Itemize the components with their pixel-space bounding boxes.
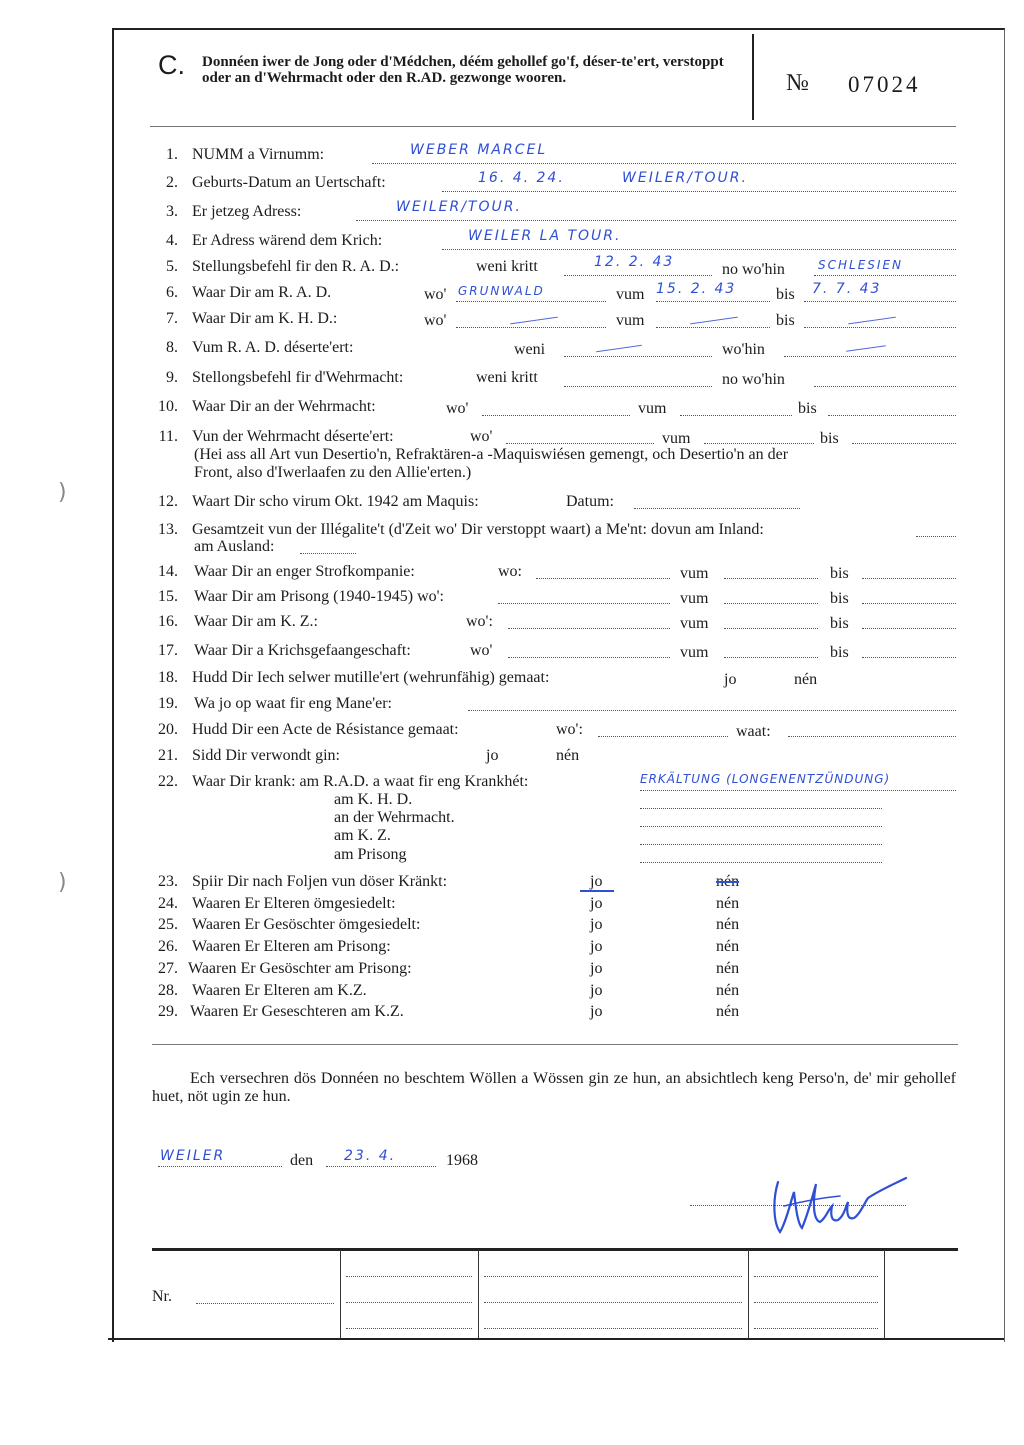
number-symbol: № [786, 70, 809, 96]
no-option[interactable]: nén [556, 747, 580, 764]
resistance-what-field[interactable] [788, 736, 956, 737]
no-option[interactable]: nén [716, 960, 740, 977]
khd-to-field[interactable] [804, 327, 956, 328]
header-rule [150, 126, 956, 127]
field-prompt: wo': [556, 721, 583, 738]
pow-to-field[interactable] [862, 657, 956, 658]
row-number: 15. [158, 588, 178, 605]
handwritten-rad-order-date: 12. 2. 43 [594, 254, 675, 270]
handwritten-birth-place: WEILER/TOUR. [622, 170, 748, 186]
field-prompt: wo' [470, 428, 493, 445]
field-prompt: wo' [470, 642, 493, 659]
rad-to-field[interactable] [804, 301, 956, 302]
no-option[interactable]: nén [716, 982, 740, 999]
row-number: 2. [166, 174, 178, 191]
row-continuation: am Ausland: [194, 538, 275, 555]
no-option[interactable]: nén [716, 938, 740, 955]
pow-from-field[interactable] [724, 657, 818, 658]
desertion-where-field[interactable] [506, 443, 654, 444]
wehrmacht-to-field[interactable] [828, 415, 956, 416]
handwritten-day-month: 23. 4. [344, 1148, 397, 1164]
day-month-field[interactable] [326, 1166, 436, 1167]
row-number: 16. [158, 613, 178, 630]
field-prompt: vum [680, 615, 709, 632]
wehrmacht-order-where-field[interactable] [814, 386, 956, 387]
field-prompt: vum [680, 565, 709, 582]
row-number: 24. [158, 895, 178, 912]
row-number: 8. [166, 339, 178, 356]
row-label: Hudd Dir Iech selwer mutille'ert (wehrunfähig) gemaat: [192, 669, 550, 686]
illness-kz-field[interactable] [640, 844, 882, 845]
field-prompt: vum [616, 312, 645, 329]
row-number: 18. [158, 669, 178, 686]
field-prompt: bis [776, 286, 795, 303]
footer-column-divider [748, 1250, 749, 1338]
row-label: Vun der Wehrmacht déserte'ert: [192, 428, 394, 445]
field-prompt: wo' [424, 312, 447, 329]
kz-from-field[interactable] [724, 628, 818, 629]
row-number: 22. [158, 773, 178, 790]
rad-order-date-field[interactable] [564, 275, 712, 276]
field-prompt: vum [680, 590, 709, 607]
no-option[interactable]: nén [716, 916, 740, 933]
row-label: Waar Dir am K. Z.: [194, 613, 318, 630]
prison-to-field[interactable] [862, 603, 956, 604]
field-prompt: bis [820, 430, 839, 447]
field-prompt: Datum: [566, 493, 614, 510]
row-label: Spiir Dir nach Foljen vun döser Kränkt: [192, 873, 448, 890]
row-sub-label: am K. Z. [334, 827, 391, 844]
handwritten-war-address: WEILER LA TOUR. [468, 228, 622, 244]
yes-option[interactable]: jo [724, 671, 737, 688]
field-prompt: wo' [424, 286, 447, 303]
form-number: 07024 [848, 72, 921, 97]
field-prompt: vum [638, 400, 667, 417]
row-label: Stellongsbefehl fir d'Wehrmacht: [192, 369, 404, 386]
row-label: Vum R. A. D. déserte'ert: [192, 339, 354, 356]
yes-option[interactable]: jo [590, 938, 603, 955]
row-label: Waaren Er Gesöschter ömgesiedelt: [192, 916, 421, 933]
maquis-date-field[interactable] [634, 508, 800, 509]
wehrmacht-from-field[interactable] [680, 415, 792, 416]
illness-khd-field[interactable] [640, 808, 882, 809]
field-prompt: waat: [736, 723, 771, 740]
row-label: Waart Dir scho virum Okt. 1942 am Maquis: [192, 493, 479, 510]
row-number: 10. [158, 398, 178, 415]
field-prompt: wo: [498, 563, 522, 580]
row-number: 21. [158, 747, 178, 764]
illness-wehrmacht-field[interactable] [640, 826, 882, 827]
punishment-company-from-field[interactable] [724, 578, 818, 579]
field-prompt: bis [830, 615, 849, 632]
row-number: 19. [158, 695, 178, 712]
row-number: 9. [166, 369, 178, 386]
row-number: 7. [166, 310, 178, 327]
footer-nr-label: Nr. [152, 1288, 172, 1305]
yes-option[interactable]: jo [590, 895, 603, 912]
khd-where-field[interactable] [456, 327, 606, 328]
footer-cell-field[interactable] [484, 1276, 742, 1277]
row-label: Waar Dir am R. A. D. [192, 284, 332, 301]
row-number: 3. [166, 203, 178, 220]
footer-cell-field[interactable] [346, 1302, 472, 1303]
yes-option[interactable]: jo [486, 747, 499, 764]
row-number: 27. [158, 960, 178, 977]
row-label: Waar Dir a Krichsgefaangeschaft: [194, 642, 411, 659]
form-title: Donnéen iwer de Jong oder d'Médchen, déém gehollef go'f, déser-te'ert, verstoppt oder an d'Wehrmacht oder den R.AD. gezwonge wooren. [202, 54, 724, 86]
footer-cell-field[interactable] [346, 1276, 472, 1277]
wehrmacht-where-field[interactable] [482, 415, 630, 416]
row-label: Sidd Dir verwondt gin: [192, 747, 340, 764]
inland-months-field[interactable] [916, 536, 956, 537]
row-number: 4. [166, 232, 178, 249]
row-number: 14. [158, 563, 178, 580]
row-label: Hudd Dir een Acte de Résistance gemaat: [192, 721, 459, 738]
handwritten-rad-order-where: SCHLESIEN [818, 258, 904, 272]
section-letter: C. [158, 50, 185, 80]
yes-option[interactable]: jo [590, 873, 603, 890]
field-prompt: weni [514, 341, 546, 358]
row-label: Wa jo op waat fir eng Mane'er: [194, 695, 392, 712]
signature-scribble [760, 1162, 910, 1242]
illness-prison-field[interactable] [640, 862, 882, 863]
kz-to-field[interactable] [862, 628, 956, 629]
date-den-label: den [290, 1152, 314, 1169]
header-divider [752, 34, 754, 120]
row-label: Waaren Er Elteren am K.Z. [192, 982, 367, 999]
no-option[interactable]: nén [794, 671, 818, 688]
row-note: (Hei ass all Art vun Desertio'n, Refraktären-a -Maquiswiésen gemengt, och Desertio'n an der [194, 446, 789, 463]
row-label: Waaren Er Geseschteren am K.Z. [190, 1003, 404, 1020]
handwritten-name: WEBER MARCEL [410, 142, 548, 158]
punishment-company-where-field[interactable] [536, 578, 670, 579]
rad-order-where-field[interactable] [814, 275, 956, 276]
address-field[interactable] [356, 220, 956, 221]
form-border-bottom [108, 1338, 1004, 1340]
kz-where-field[interactable] [508, 628, 670, 629]
punch-hole-mark: ) [58, 870, 67, 895]
field-prompt: wo': [466, 613, 493, 630]
row-number: 1. [166, 146, 178, 163]
row-number: 13. [158, 521, 178, 538]
row-label: Er Adress wärend dem Krich: [192, 232, 383, 249]
no-option[interactable]: nén [716, 1003, 740, 1020]
field-prompt: wo' [446, 400, 469, 417]
resistance-where-field[interactable] [598, 736, 728, 737]
yes-option[interactable]: jo [590, 960, 603, 977]
no-option[interactable]: nén [716, 873, 740, 890]
manner-field[interactable] [468, 710, 956, 711]
row-number: 6. [166, 284, 178, 301]
row-label: Waaren Er Gesöschter am Prisong: [188, 960, 412, 977]
handwritten-rad-from: 15. 2. 43 [656, 281, 737, 297]
row-number: 26. [158, 938, 178, 955]
row-label: Waaren Er Elteren am Prisong: [192, 938, 391, 955]
birth-field[interactable] [442, 191, 956, 192]
wehrmacht-order-date-field[interactable] [564, 386, 712, 387]
field-prompt: bis [830, 644, 849, 661]
khd-from-field[interactable] [656, 327, 770, 328]
row-label: Waar Dir an der Wehrmacht: [192, 398, 376, 415]
punch-hole-mark: ) [58, 480, 67, 505]
footer-cell-field[interactable] [754, 1302, 878, 1303]
prison-where-field[interactable] [498, 603, 670, 604]
row-label: Waar Dir krank: am R.A.D. a waat fir eng Krankhét: [192, 773, 529, 790]
section-rule [152, 1044, 958, 1045]
field-prompt: bis [798, 400, 817, 417]
row-label: Er jetzeg Adress: [192, 203, 302, 220]
footer-nr-field[interactable] [196, 1303, 334, 1304]
prison-from-field[interactable] [724, 603, 818, 604]
row-label: Waar Dir am Prisong (1940-1945) wo': [194, 588, 444, 605]
footer-cell-field[interactable] [754, 1276, 878, 1277]
rad-from-field[interactable] [656, 301, 770, 302]
field-prompt: vum [662, 430, 691, 447]
field-prompt: no wo'hin [722, 261, 785, 278]
row-label: Waar Dir an enger Strofkompanie: [194, 563, 415, 580]
row-label: NUMM a Virnumm: [192, 146, 325, 163]
place-field[interactable] [158, 1166, 282, 1167]
row-label: Geburts-Datum an Uertschaft: [192, 174, 386, 191]
yes-option[interactable]: jo [590, 916, 603, 933]
row-label: Gesamtzeit vun der Illégalite't (d'Zeit wo' Dir verstoppt waart) a Me'nt: dovun am Inland: [192, 521, 764, 538]
punishment-company-to-field[interactable] [862, 578, 956, 579]
row-number: 25. [158, 916, 178, 933]
handwritten-address: WEILER/TOUR. [396, 199, 522, 215]
row-number: 12. [158, 493, 178, 510]
war-address-field[interactable] [442, 249, 956, 250]
row-label: Stellungsbefehl fir den R. A. D.: [192, 258, 400, 275]
illness-rad-field[interactable] [640, 790, 956, 791]
name-field[interactable] [372, 163, 956, 164]
desertion-to-field[interactable] [852, 443, 956, 444]
row-label: Waar Dir am K. H. D.: [192, 310, 338, 327]
handwritten-illness: ERKÄLTUNG (LONGENENTZÜNDUNG) [640, 772, 891, 786]
yes-underline-mark [580, 890, 614, 892]
field-prompt: bis [830, 590, 849, 607]
date-year: 1968 [446, 1152, 478, 1169]
row-sub-label: am Prisong [334, 846, 407, 863]
handwritten-rad-to: 7. 7. 43 [812, 281, 882, 297]
yes-option[interactable]: jo [590, 1003, 603, 1020]
row-note: Front, also d'Iwerlaafen zu den Allie'erten.) [194, 464, 472, 481]
field-prompt: wo'hin [722, 341, 765, 358]
footer-column-divider [340, 1250, 341, 1338]
pow-where-field[interactable] [508, 657, 670, 658]
field-prompt: bis [776, 312, 795, 329]
desertion-from-field[interactable] [704, 443, 814, 444]
field-prompt: bis [830, 565, 849, 582]
field-prompt: weni kritt [476, 369, 538, 386]
row-number: 20. [158, 721, 178, 738]
field-prompt: vum [680, 644, 709, 661]
yes-option[interactable]: jo [590, 982, 603, 999]
field-prompt: no wo'hin [722, 371, 785, 388]
rad-desertion-where-field[interactable] [784, 356, 956, 357]
abroad-months-field[interactable] [300, 553, 356, 554]
footer-cell-field[interactable] [484, 1302, 742, 1303]
rad-desertion-date-field[interactable] [564, 356, 712, 357]
row-sub-label: am K. H. D. [334, 791, 413, 808]
field-prompt: weni kritt [476, 258, 538, 275]
row-sub-label: an der Wehrmacht. [334, 809, 455, 826]
declaration-text: Ech versechren dös Donnéen no beschtem Wöllen a Wössen gin ze hun, an absichtlech keng Perso'n, de' mir gehollef huet, nöt ugin ze hun. [152, 1070, 956, 1105]
row-number: 11. [158, 428, 178, 445]
handwritten-birth-date: 16. 4. 24. [478, 170, 565, 186]
row-number: 29. [158, 1003, 178, 1020]
row-label: Waaren Er Elteren ömgesiedelt: [192, 895, 396, 912]
rad-where-field[interactable] [456, 301, 606, 302]
footer-column-divider [884, 1250, 885, 1338]
row-number: 23. [158, 873, 178, 890]
footer-column-divider [478, 1250, 479, 1338]
row-number: 28. [158, 982, 178, 999]
no-option[interactable]: nén [716, 895, 740, 912]
footer-cell-field[interactable] [484, 1328, 742, 1329]
footer-cell-field[interactable] [346, 1328, 472, 1329]
handwritten-rad-where: GRUNWALD [458, 284, 545, 298]
row-number: 17. [158, 642, 178, 659]
field-prompt: vum [616, 286, 645, 303]
footer-top-rule [152, 1248, 958, 1251]
handwritten-place: WEILER [160, 1148, 226, 1164]
row-number: 5. [166, 258, 178, 275]
footer-cell-field[interactable] [754, 1328, 878, 1329]
